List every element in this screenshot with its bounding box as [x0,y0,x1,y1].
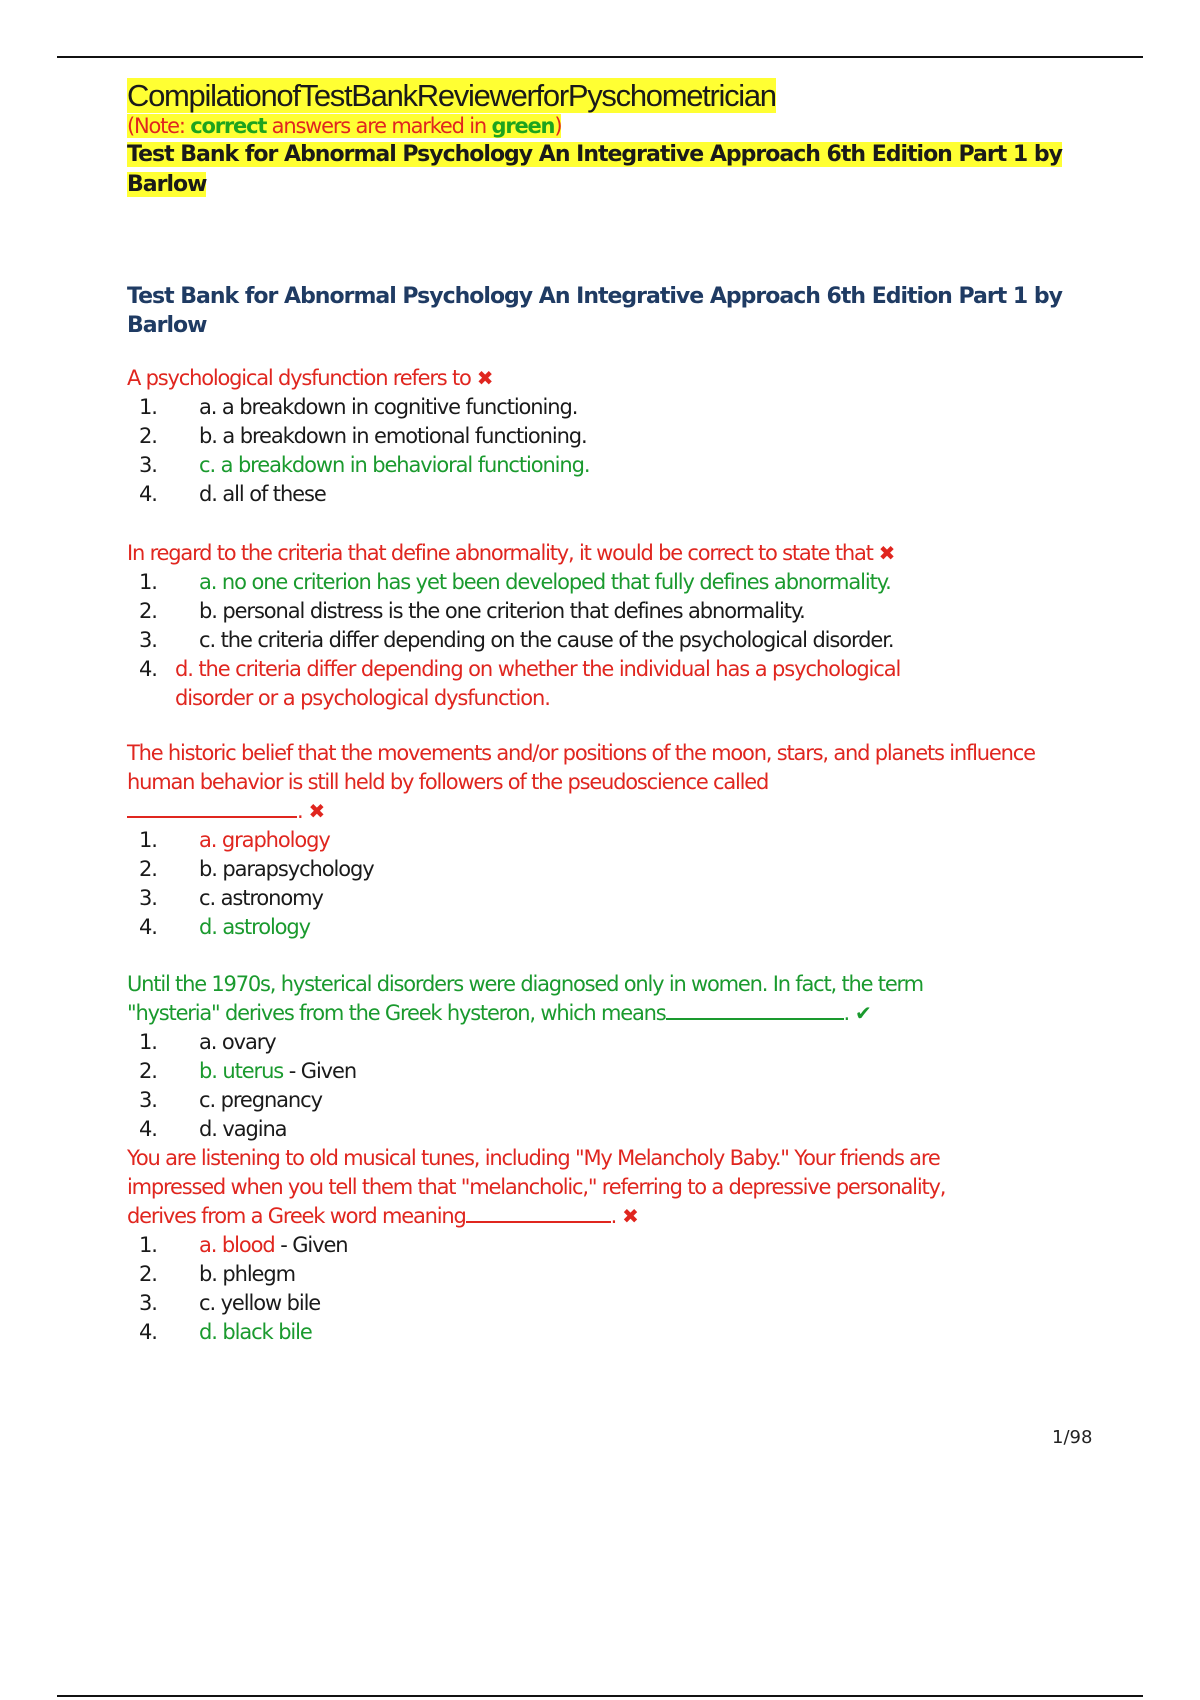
options-list [127,568,1117,713]
option-item: 2. b. a breakdown in emotional functioning. [139,424,587,448]
question-text: A psychological dysfunction refers to ✖ [127,366,493,390]
question-text: Until the 1970s, hysterical disorders were diagnosed only in women. In fact, the term "hysteria" derives from the Greek hysteron, which means . ✔ [127,972,923,1025]
question-text: In regard to the criteria that define abnormality, it would be correct to state that ✖ [127,541,895,565]
option-item: 3. c. yellow bile [139,1291,321,1315]
option-item: 2. b. phlegm [139,1262,295,1286]
question-block [127,1144,1117,1347]
wrong-mark-icon: ✖ [622,1204,638,1228]
option-item: 4. d. vagina [139,1117,287,1141]
question-block [127,364,1117,509]
bottom-rule [57,1695,1143,1697]
answer-blank [466,1203,611,1223]
option-item-correct: 2. b. uterus - Given [139,1059,357,1083]
options-list [127,393,1117,509]
page-number: 1/98 [1052,1427,1093,1448]
question-text: The historic belief that the movements and/or positions of the moon, stars, and planets influence human behavior is still held by followers of the pseudoscience called . ✖ [127,741,1035,823]
wrong-mark-icon: ✖ [878,541,895,565]
option-item-correct: 4. d. astrology [139,915,310,939]
answer-blank [666,1000,844,1020]
option-item: 2. b. personal distress is the one criterion that defines abnormality. [139,599,805,623]
option-item-selected-wrong: 4. d. the criteria differ depending on whether the individual has a psychological disorder or a psychological dysfunction. [139,657,901,710]
option-item: 1. a. a breakdown in cognitive functioning. [139,395,578,419]
question-block [127,739,1117,942]
option-item: 4. d. all of these [139,482,326,506]
option-item-correct: 3. c. a breakdown in behavioral functioning. [139,453,590,477]
wrong-mark-icon: ✖ [308,799,325,823]
question-text: You are listening to old musical tunes, including "My Melancholy Baby." Your friends are impressed when you tell them that "melancholic," referring to a depressive personality, derives from a Greek word meaning . ✖ [127,1146,946,1228]
doc-header [127,78,1117,200]
option-item: 3. c. astronomy [139,886,323,910]
section-heading: Test Bank for Abnormal Psychology An Integrative Approach 6th Edition Part 1 by Barlow [127,284,1062,338]
option-item: 1. a. ovary [139,1030,276,1054]
options-list [127,1028,1117,1144]
options-list [127,1231,1117,1347]
check-mark-icon: ✔ [855,1001,871,1025]
question-block [127,970,1117,1144]
answer-blank [127,798,297,818]
testbank-title-highlighted: Test Bank for Abnormal Psychology An Integrative Approach 6th Edition Part 1 by Barlow [127,142,1062,197]
option-item-correct: 4. d. black bile [139,1320,312,1344]
wrong-mark-icon: ✖ [476,366,493,390]
option-item-correct: 1. a. no one criterion has yet been developed that fully defines abnormality. [139,570,891,594]
top-rule [57,56,1143,58]
answer-note: (Note: correct answers are marked in green) [127,114,562,138]
option-item-selected-wrong: 1. a. blood - Given [139,1233,348,1257]
option-item-selected-wrong: 1. a. graphology [139,828,330,852]
doc-title: CompilationofTestBankReviewerforPyschometrician [127,78,776,113]
page-content [127,78,1117,1347]
option-item: 3. c. pregnancy [139,1088,322,1112]
question-block [127,539,1117,713]
option-item: 2. b. parapsychology [139,857,374,881]
options-list [127,826,1117,942]
option-item: 3. c. the criteria differ depending on the cause of the psychological disorder. [139,628,894,652]
